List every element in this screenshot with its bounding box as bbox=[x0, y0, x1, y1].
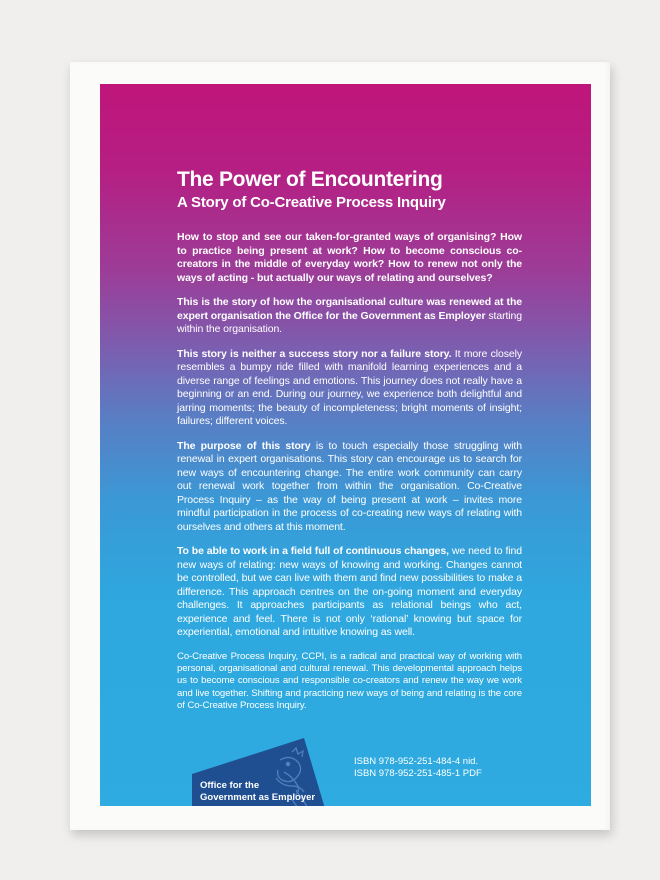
book-back-cover bbox=[70, 62, 610, 830]
paragraph-story-rest: starting within the organisation. bbox=[177, 309, 522, 335]
paragraph-neither-rest: It more closely resembles a bumpy ride filled with manifold learning experiences and a diverse range of feelings and emotions. This journey does not really have a beginning or an end. During our journey, we experience both delightful and jarring moments; the beauty of incompleteness; bright moments of insight; failures; different voices. bbox=[177, 347, 522, 427]
publisher-name-line1: Office for the bbox=[200, 780, 260, 791]
paragraph-neither bbox=[177, 348, 522, 429]
publisher-logo bbox=[192, 738, 352, 806]
paragraph-story-lead: This is the story of how the organisational culture was renewed at the expert organisation the Office for the Government as Employer bbox=[177, 296, 522, 322]
paragraph-changes-lead: To be able to work in a field full of continuous changes, bbox=[177, 545, 449, 557]
isbn-print: ISBN 978-952-251-484-4 nid. bbox=[354, 756, 479, 767]
paragraph-changes-rest: we need to find new ways of relating: new ways of knowing and working. Changes cannot be controlled, but we can live with them and find new possibilities to make a difference. This approach centres on the on-going moment and everyday challenges. It approaches participants as relational beings who act, experience and feel. There is not only ‘rational’ knowing but space for experiential, emotional and intuitive knowing as well. bbox=[177, 545, 522, 638]
publisher-name-line2: Government as Employer bbox=[200, 791, 316, 803]
book-subtitle: A Story of Co-Creative Process Inquiry bbox=[177, 194, 446, 211]
book-title: The Power of Encountering bbox=[177, 168, 443, 191]
paragraph-changes bbox=[177, 545, 522, 640]
publisher-name bbox=[200, 780, 315, 803]
paragraph-purpose-lead: The purpose of this story bbox=[177, 439, 311, 452]
paragraph-ccpi: Co-Creative Process Inquiry, CCPI, is a radical and practical way of working with personal, organisational and cultural renewal. This developmental approach helps us to become conscious and responsible co-creators and renew the way we work and live together. Shifting and practicing new ways of being and relating is the core of Co-Creative Process Inquiry. bbox=[177, 650, 522, 712]
intro-paragraph: How to stop and see our taken-for-granted ways of organising? How to practice being present at work? How to become conscious co-creators in the middle of everyday work? How to renew not only the ways of acting - but actually our ways of relating and ourselves? bbox=[177, 231, 522, 284]
paragraph-story bbox=[177, 296, 522, 337]
paragraph-purpose bbox=[177, 440, 522, 535]
paragraph-neither-lead: This story is neither a success story nor a failure story. bbox=[177, 347, 452, 360]
isbn-numbers bbox=[354, 756, 482, 779]
paragraph-purpose-rest: is to touch especially those struggling with renewal in expert organisations. This story can encourage us to search for new ways of encountering change. The entire work community can carry out renewal work together from within the organisation. Co-Creative Process Inquiry – as the way of being present at work – invites more mindful participation in the process of co-creating new ways of relating with ourselves and others at this moment. bbox=[177, 439, 522, 533]
cover-content bbox=[177, 167, 522, 724]
cover-panel bbox=[100, 84, 591, 806]
isbn-pdf: ISBN 978-952-251-485-1 PDF bbox=[354, 767, 482, 779]
